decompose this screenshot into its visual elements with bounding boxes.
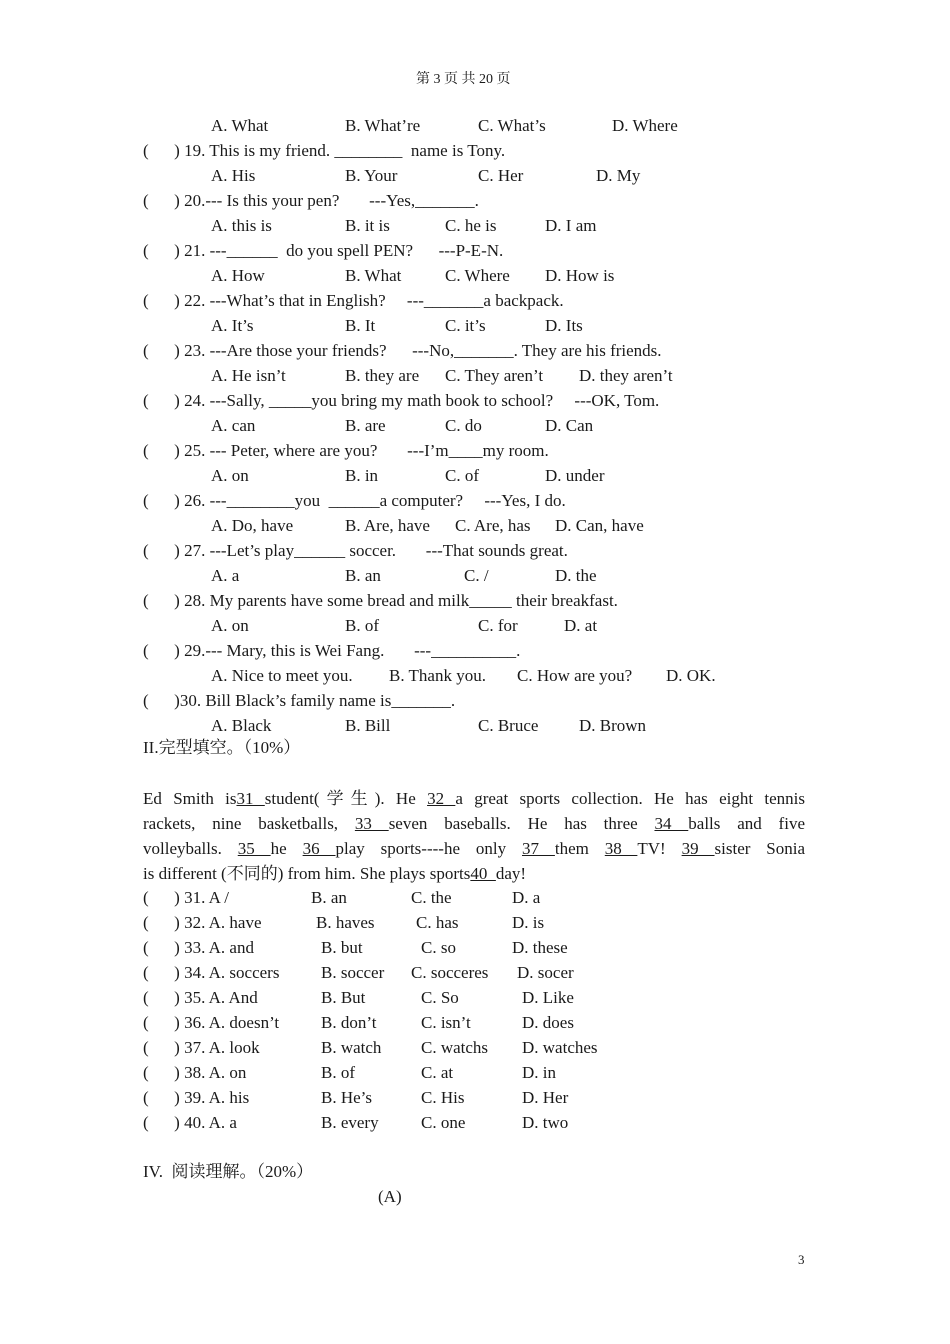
cloze-question-label: ( ) 40. A. a — [143, 1113, 237, 1132]
option: B. Bill — [345, 716, 391, 735]
cloze-blank[interactable]: 38 — [604, 839, 638, 858]
passage-text: student(学生). He — [264, 789, 428, 808]
cloze-question-label: ( ) 36. A. doesn’t — [143, 1013, 280, 1032]
question-text: you — [294, 491, 329, 510]
option: B. It — [345, 316, 376, 335]
question-text: . — [516, 641, 521, 660]
passage-text: rackets, nine basketballs, — [143, 814, 355, 833]
option: D. at — [564, 616, 598, 635]
option: C. His — [421, 1088, 465, 1107]
question-text: you bring my math book to school? ---OK, Tom. — [311, 391, 660, 410]
cloze-question-label: ( ) 35. A. And — [143, 988, 258, 1007]
question-text: ( ) 26. --- — [143, 491, 227, 510]
question-text: name is Tony. — [402, 141, 506, 160]
option: B. Thank you. — [389, 666, 486, 685]
answer-blank[interactable]: _____ — [268, 391, 312, 410]
answer-blank[interactable]: _______ — [454, 341, 514, 360]
option: B. every — [321, 1113, 379, 1132]
question-22 — [143, 291, 564, 311]
section-title: II.完型填空。（10%） — [143, 738, 301, 757]
cloze-question-label: ( ) 31. A / — [143, 888, 229, 907]
cloze-question-label: ( ) 33. A. and — [143, 938, 254, 957]
passage-text: is different (不同的) from him. She plays sports — [143, 864, 471, 883]
option: C. it’s — [445, 316, 486, 335]
passage-text: volleyballs. — [143, 839, 238, 858]
question-text: ( ) 23. ---Are those your friends? ---No, — [143, 341, 455, 360]
answer-blank[interactable]: ________ — [334, 141, 403, 160]
page-header: 第 3 页 共 20 页 — [416, 72, 511, 87]
question-text: a backpack. — [483, 291, 564, 310]
option: D. Can, have — [555, 516, 644, 535]
passage-text: day! — [495, 864, 527, 883]
question-text: ( ) 21. --- — [143, 241, 227, 260]
option: A. this is — [211, 216, 272, 235]
option: C. he is — [445, 216, 497, 235]
option: A. Black — [211, 716, 272, 735]
option: D. Her — [522, 1088, 569, 1107]
option: C. of — [445, 466, 479, 485]
option: D. does — [522, 1013, 574, 1032]
option: D. Brown — [579, 716, 647, 735]
option: B. in — [345, 466, 379, 485]
option: C. They aren’t — [445, 366, 544, 385]
question-20 — [143, 191, 479, 211]
option: B. an — [311, 888, 347, 907]
option: A. His — [211, 166, 256, 185]
option: C. Where — [445, 266, 510, 285]
answer-blank[interactable]: ______ — [226, 241, 278, 260]
option: B. are — [345, 416, 386, 435]
answer-blank[interactable]: ______ — [328, 491, 380, 510]
question-text: my room. — [482, 441, 549, 460]
answer-blank[interactable]: ____ — [448, 441, 483, 460]
cloze-blank[interactable]: 34 — [654, 814, 689, 833]
passage-text: Ed Smith is — [143, 789, 237, 808]
option: B. haves — [316, 913, 375, 932]
answer-blank[interactable]: ________ — [226, 491, 295, 510]
question-text: ( ) 25. --- Peter, where are you? ---I’m — [143, 441, 449, 460]
option: B. but — [321, 938, 363, 957]
question-text: ( ) 22. ---What’s that in English? --- — [143, 291, 424, 310]
question-25 — [143, 441, 549, 461]
question-text: . They are his friends. — [513, 341, 662, 360]
option: D. OK. — [666, 666, 716, 685]
option: C. one — [421, 1113, 466, 1132]
option: B. Your — [345, 166, 398, 185]
option: A. can — [211, 416, 256, 435]
option: C. / — [464, 566, 489, 585]
option: A. How — [211, 266, 265, 285]
cloze-blank[interactable]: 35 — [237, 839, 271, 858]
option: B. Are, have — [345, 516, 430, 535]
cloze-blank[interactable]: 36 — [302, 839, 336, 858]
option: C. the — [411, 888, 452, 907]
option: D. socer — [517, 963, 574, 982]
option: C. Are, has — [455, 516, 531, 535]
question-text: ( ) 29.--- Mary, this is Wei Fang. --- — [143, 641, 432, 660]
option: C. How are you? — [517, 666, 633, 685]
passage-text: balls and five — [688, 814, 805, 833]
cloze-blank[interactable]: 39 — [681, 839, 715, 858]
option: A. Nice to meet you. — [211, 666, 353, 685]
passage-line — [143, 839, 805, 859]
option: D. they aren’t — [579, 366, 673, 385]
cloze-question-label: ( ) 32. A. have — [143, 913, 262, 932]
passage-label: (A) — [378, 1187, 402, 1206]
option: B. What’re — [345, 116, 421, 135]
section-title: IV. 阅读理解。（20%） — [143, 1162, 314, 1181]
option: B. they are — [345, 366, 420, 385]
option: D. a — [512, 888, 541, 907]
option: B. watch — [321, 1038, 382, 1057]
cloze-blank[interactable]: 37 — [522, 839, 555, 858]
option: C. Bruce — [478, 716, 539, 735]
option: C. socceres — [411, 963, 489, 982]
passage-text: sister Sonia — [714, 839, 806, 858]
question-text: soccer. ---That sounds great. — [345, 541, 568, 560]
option: D. Can — [545, 416, 594, 435]
answer-blank[interactable]: ______ — [294, 541, 346, 560]
question-21 — [143, 241, 503, 261]
option: C. has — [416, 913, 459, 932]
passage-text: a great sports collection. He has eight tennis — [455, 789, 806, 808]
question-text: their breakfast. — [511, 591, 618, 610]
option: B. of — [345, 616, 379, 635]
question-text: ( ) 24. ---Sally, — [143, 391, 269, 410]
cloze-question-label: ( ) 38. A. on — [143, 1063, 247, 1082]
option: B. of — [321, 1063, 355, 1082]
question-19 — [143, 141, 505, 161]
answer-blank[interactable]: _____ — [469, 591, 512, 610]
passage-line — [143, 814, 805, 834]
option: D. watches — [522, 1038, 598, 1057]
question-24 — [143, 391, 659, 411]
option: D. My — [596, 166, 641, 185]
question-text: ( ) 20.--- Is this your pen? ---Yes, — [143, 191, 416, 210]
question-text: do you spell PEN? ---P-E-N. — [277, 241, 504, 260]
option: C. What’s — [478, 116, 546, 135]
option: A. on — [211, 616, 249, 635]
option: D. is — [512, 913, 545, 932]
option: C. watchs — [421, 1038, 489, 1057]
cloze-question-label: ( ) 39. A. his — [143, 1088, 250, 1107]
option: B. soccer — [321, 963, 385, 982]
option: B. don’t — [321, 1013, 377, 1032]
option: C. So — [421, 988, 459, 1007]
option: A. He isn’t — [211, 366, 286, 385]
option: C. isn’t — [421, 1013, 471, 1032]
question-text: . — [450, 691, 456, 710]
question-28 — [143, 591, 618, 611]
cloze-blank[interactable]: 32 — [427, 789, 456, 808]
option: B. an — [345, 566, 381, 585]
option: A. a — [211, 566, 240, 585]
option: A. It’s — [211, 316, 254, 335]
passage-line — [143, 864, 526, 884]
option: D. the — [555, 566, 597, 585]
answer-blank[interactable]: __________ — [431, 641, 517, 660]
option: D. Where — [612, 116, 678, 135]
option: C. so — [421, 938, 456, 957]
passage-text: them — [554, 839, 605, 858]
question-text: a computer? ---Yes, I do. — [379, 491, 566, 510]
option: D. Its — [545, 316, 583, 335]
option: D. I am — [545, 216, 597, 235]
option: A. on — [211, 466, 249, 485]
question-27 — [143, 541, 568, 561]
passage-text: seven baseballs. He has three — [388, 814, 655, 833]
question-text: ( ) 19. This is my friend. — [143, 141, 335, 160]
option: A. Do, have — [211, 516, 294, 535]
option: C. do — [445, 416, 482, 435]
answer-blank[interactable]: _______ — [415, 191, 475, 210]
option: B. But — [321, 988, 366, 1007]
question-26 — [143, 491, 566, 511]
option: D. two — [522, 1113, 569, 1132]
passage-line — [143, 789, 805, 809]
question-text: ( ) 28. My parents have some bread and milk — [143, 591, 470, 610]
passage-text: play sports----he only — [335, 839, 522, 858]
option: C. Her — [478, 166, 524, 185]
cloze-blank[interactable]: 40 — [470, 864, 496, 883]
option: D. in — [522, 1063, 556, 1082]
option: D. Like — [522, 988, 574, 1007]
cloze-question-label: ( ) 37. A. look — [143, 1038, 260, 1057]
answer-blank[interactable]: _______ — [391, 691, 451, 710]
cloze-blank[interactable]: 33 — [354, 814, 389, 833]
passage-text: TV! — [637, 839, 682, 858]
option: D. these — [512, 938, 568, 957]
question-text: ( )30. Bill Black’s family name is — [143, 691, 392, 710]
question-text: . — [474, 191, 479, 210]
answer-blank[interactable]: _______ — [423, 291, 484, 310]
question-text: ( ) 27. ---Let’s play — [143, 541, 295, 560]
option: C. at — [421, 1063, 454, 1082]
option: B. He’s — [321, 1088, 372, 1107]
option: C. for — [478, 616, 518, 635]
passage-text: he — [270, 839, 303, 858]
page-number: 3 — [798, 1252, 805, 1267]
cloze-blank[interactable]: 31 — [236, 789, 265, 808]
option: B. it is — [345, 216, 390, 235]
option: B. What — [345, 266, 402, 285]
option: A. What — [211, 116, 269, 135]
cloze-question-label: ( ) 34. A. soccers — [143, 963, 280, 982]
question-29 — [143, 641, 520, 661]
option: D. under — [545, 466, 605, 485]
option: D. How is — [545, 266, 615, 285]
question-23 — [143, 341, 662, 361]
question-30 — [143, 691, 455, 711]
